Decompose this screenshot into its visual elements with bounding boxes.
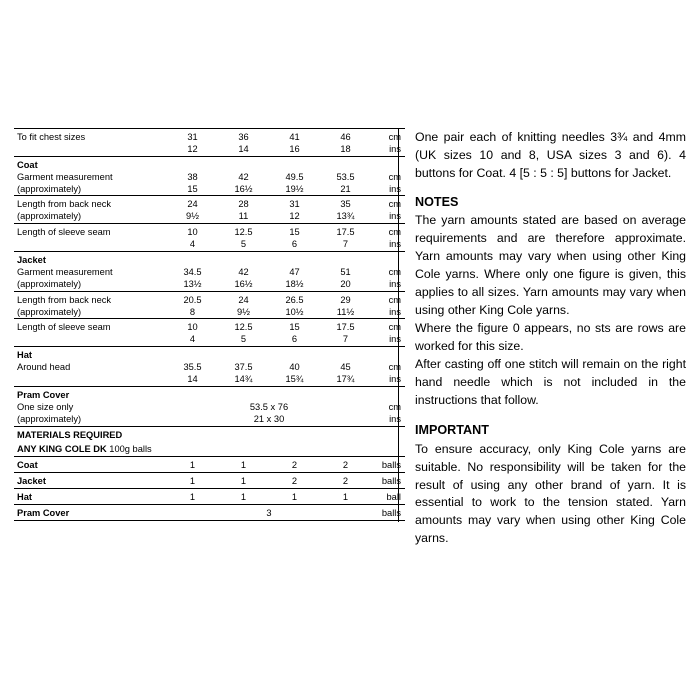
table-row <box>14 144 405 156</box>
row-value: 29 <box>320 291 371 306</box>
row-value: 42 <box>238 171 249 182</box>
row-value: 16 <box>289 143 300 154</box>
row-unit: cm <box>388 401 401 412</box>
materials-row-value: 1 <box>269 489 320 505</box>
row-label: Length of sleeve seam <box>14 224 167 239</box>
row-unit: ins <box>389 183 401 194</box>
table-row <box>14 211 405 223</box>
table-row <box>14 196 405 211</box>
row-value: 16½ <box>234 183 253 194</box>
row-label: Length from back neck <box>14 196 167 211</box>
row-label: Length from back neck <box>14 291 167 306</box>
row-value: 5 <box>240 239 247 250</box>
row-unit: cm <box>388 362 401 373</box>
notes-heading: NOTES <box>415 194 459 209</box>
row-value: 24 <box>218 291 269 306</box>
row-unit: cm <box>371 129 405 144</box>
row-value: 17¾ <box>336 374 355 385</box>
row-value: 49.5 <box>285 171 304 182</box>
row-value: 10½ <box>285 306 304 317</box>
row-value: 18 <box>340 143 351 154</box>
row-value: 6 <box>291 334 298 345</box>
measurements-table <box>14 128 405 522</box>
materials-ball-weight: 100g balls <box>109 444 152 455</box>
table-row <box>14 334 405 346</box>
row-unit: cm <box>388 171 401 182</box>
row-value: 37.5 <box>234 362 253 373</box>
table-row <box>14 291 405 306</box>
row-value: 9½ <box>186 211 199 222</box>
materials-row <box>14 489 405 505</box>
row-value: 20.5 <box>167 291 218 306</box>
row-value: 51 <box>340 266 351 277</box>
row-value: 12.5 <box>218 319 269 334</box>
row-value: 14¾ <box>234 374 253 385</box>
table-row <box>14 172 405 184</box>
materials-row-value: 2 <box>269 473 320 489</box>
row-value: 8 <box>189 306 196 317</box>
important-paragraph: To ensure accuracy, only King Cole yarns are suitable. No responsibility will be taken for the result of using any other brand of yarn. It is essential to work to the tension stated. Yarn amounts may vary when using other King Cole yarns. <box>415 441 686 546</box>
table-row <box>14 374 405 386</box>
section-title: Coat <box>14 156 405 171</box>
materials-heading-row <box>14 426 405 441</box>
table-row <box>14 362 405 374</box>
row-unit: ins <box>389 278 401 289</box>
materials-row-value: 1 <box>167 457 218 473</box>
table-row <box>14 414 405 426</box>
row-unit: ins <box>389 413 401 424</box>
row-value: 21 <box>340 183 351 194</box>
materials-row <box>14 457 405 473</box>
section-title: Hat <box>14 347 405 362</box>
row-value: 12 <box>187 143 198 154</box>
row-value: 36 <box>218 129 269 144</box>
materials-row-unit: balls <box>371 457 405 473</box>
row-value: 11 <box>238 211 249 222</box>
table-section-header <box>14 156 405 171</box>
row-value: 12 <box>289 211 300 222</box>
notes-paragraph-2: Where the figure 0 appears, no sts are rows are worked for this size. <box>415 321 686 354</box>
row-label: (approximately) <box>17 211 82 222</box>
row-label <box>14 374 167 386</box>
materials-row-value: 3 <box>167 505 371 521</box>
row-label: (approximately) <box>17 278 82 289</box>
table-row <box>14 402 405 414</box>
important-heading: IMPORTANT <box>415 422 489 437</box>
row-label: Around head <box>17 362 71 373</box>
row-value: 4 <box>189 334 196 345</box>
materials-row-label: Hat <box>14 489 167 505</box>
row-label: One size only <box>17 401 74 412</box>
materials-row-value: 2 <box>320 473 371 489</box>
row-value: 14 <box>187 374 198 385</box>
materials-yarn-name: ANY KING COLE DK <box>17 444 110 455</box>
table-row <box>14 267 405 279</box>
measurements-table-body <box>14 129 405 523</box>
row-value: 9½ <box>237 306 250 317</box>
row-value: 4 <box>189 239 196 250</box>
materials-row-value: 1 <box>218 457 269 473</box>
row-unit: cm <box>388 266 401 277</box>
row-value: 21 x 30 <box>253 413 285 424</box>
row-label: Length of sleeve seam <box>14 319 167 334</box>
row-value: 17.5 <box>320 224 371 239</box>
measurements-column <box>14 128 399 522</box>
materials-row-unit: balls <box>371 473 405 489</box>
row-value: 5 <box>240 334 247 345</box>
materials-yarn <box>14 441 405 456</box>
row-value: 38 <box>187 171 198 182</box>
page-content <box>14 128 686 548</box>
materials-row-value: 1 <box>218 473 269 489</box>
row-unit: cm <box>371 196 405 211</box>
row-value: 35 <box>320 196 371 211</box>
row-value: 18½ <box>285 278 304 289</box>
row-unit: ins <box>389 239 401 250</box>
table-row <box>14 224 405 239</box>
row-label: (approximately) <box>17 183 82 194</box>
row-value: 31 <box>167 129 218 144</box>
materials-row-value: 1 <box>218 489 269 505</box>
row-label: Garment measurement <box>17 266 113 277</box>
table-row <box>14 239 405 251</box>
row-unit: ins <box>389 306 401 317</box>
row-value: 15 <box>269 224 320 239</box>
row-value: 53.5 x 76 <box>249 401 289 412</box>
table-bottom-rule <box>14 520 405 522</box>
row-label <box>14 239 167 251</box>
row-label: (approximately) <box>17 413 82 424</box>
section-title: Pram Cover <box>14 386 405 401</box>
row-value: 10 <box>167 224 218 239</box>
row-value: 15 <box>269 319 320 334</box>
row-unit: ins <box>389 211 401 222</box>
materials-row <box>14 505 405 521</box>
row-unit: cm <box>371 319 405 334</box>
row-value: 19½ <box>285 183 304 194</box>
materials-row-value: 1 <box>320 489 371 505</box>
materials-row-unit: ball <box>371 489 405 505</box>
row-label: To fit chest sizes <box>14 129 167 144</box>
row-label: Garment measurement <box>17 171 113 182</box>
materials-row-label: Pram Cover <box>14 505 167 521</box>
materials-row <box>14 473 405 489</box>
table-row <box>14 307 405 319</box>
row-unit: cm <box>371 224 405 239</box>
row-value: 24 <box>167 196 218 211</box>
row-value: 14 <box>238 143 249 154</box>
row-value: 11½ <box>336 306 355 317</box>
table-row <box>14 319 405 334</box>
row-unit: ins <box>389 334 401 345</box>
materials-heading: MATERIALS REQUIRED <box>14 426 405 441</box>
row-value: 45 <box>340 362 351 373</box>
materials-row-label: Coat <box>14 457 167 473</box>
row-value: 41 <box>269 129 320 144</box>
row-value: 13½ <box>183 278 202 289</box>
notes-paragraph-3: After casting off one stitch will remain on the right hand needle which is not included in the instructions that follow. <box>415 357 686 408</box>
row-value: 20 <box>340 278 351 289</box>
row-value: 15¾ <box>285 374 304 385</box>
materials-row-label: Jacket <box>14 473 167 489</box>
row-label: (approximately) <box>17 306 82 317</box>
materials-row-value: 2 <box>269 457 320 473</box>
materials-row-value: 1 <box>167 489 218 505</box>
table-section-header <box>14 386 405 401</box>
section-title: Jacket <box>14 252 405 267</box>
row-value: 53.5 <box>336 171 355 182</box>
row-value: 28 <box>218 196 269 211</box>
row-value: 10 <box>167 319 218 334</box>
row-value: 7 <box>342 239 349 250</box>
row-value: 31 <box>269 196 320 211</box>
row-value: 17.5 <box>320 319 371 334</box>
row-value: 7 <box>342 334 349 345</box>
materials-row-value: 2 <box>320 457 371 473</box>
table-bottom-rule-cell <box>14 520 405 522</box>
table-row <box>14 184 405 196</box>
notes-column <box>399 128 686 548</box>
materials-row-value: 1 <box>167 473 218 489</box>
row-value: 46 <box>320 129 371 144</box>
materials-yarn-row <box>14 441 405 456</box>
row-value: 34.5 <box>183 266 202 277</box>
row-label <box>14 334 167 346</box>
row-value: 15 <box>187 183 198 194</box>
table-row <box>14 129 405 144</box>
needles-paragraph: One pair each of knitting needles 3¾ and 4mm (UK sizes 10 and 8, USA sizes 3 and 6). 4 buttons for Coat. 4 [5 : 5 : 5] buttons for Jacket. <box>415 130 686 180</box>
row-label <box>14 144 167 156</box>
row-unit: cm <box>371 291 405 306</box>
row-value: 16½ <box>234 278 253 289</box>
row-unit: ins <box>389 374 401 385</box>
row-value: 40 <box>289 362 300 373</box>
table-section-header <box>14 347 405 362</box>
row-value: 47 <box>289 266 300 277</box>
row-value: 26.5 <box>269 291 320 306</box>
row-value: 12.5 <box>218 224 269 239</box>
row-value: 42 <box>238 266 249 277</box>
row-value: 35.5 <box>183 362 202 373</box>
row-value: 13¾ <box>336 211 355 222</box>
row-unit: ins <box>389 143 401 154</box>
materials-row-unit: balls <box>371 505 405 521</box>
row-value: 6 <box>291 239 298 250</box>
table-row <box>14 279 405 291</box>
table-section-header <box>14 252 405 267</box>
notes-paragraph-1: The yarn amounts stated are based on average requirements and are therefore approximate. Yarn amounts may vary when using other King Cole yarns. Where only one figure is given, this applies to all sizes. Yarn amounts may vary when using other King Cole yarns. <box>415 213 686 318</box>
